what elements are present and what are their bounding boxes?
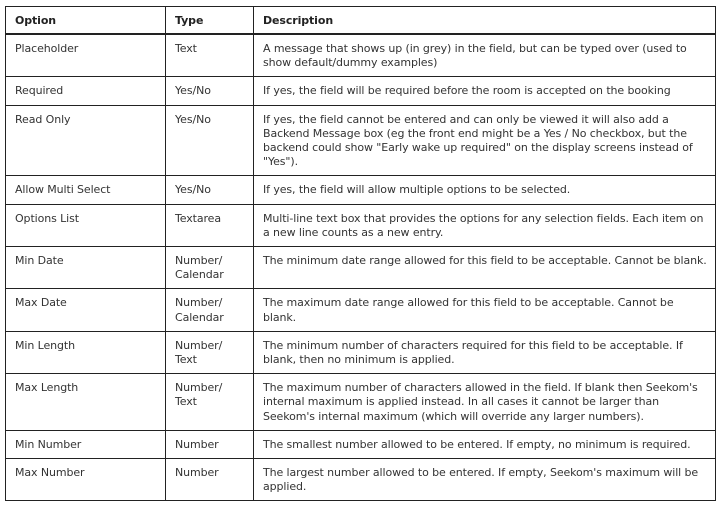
table-row xyxy=(6,289,716,331)
description-cell: The largest number allowed to be entered. If empty, Seekom's maximum will be applied. xyxy=(254,459,716,501)
option-cell: Allow Multi Select xyxy=(6,176,166,204)
option-cell: Max Length xyxy=(6,374,166,431)
option-cell: Max Date xyxy=(6,289,166,331)
option-cell: Options List xyxy=(6,204,166,246)
option-cell: Min Date xyxy=(6,247,166,289)
header-option: Option xyxy=(6,7,166,35)
description-cell: The maximum date range allowed for this field to be acceptable. Cannot be blank. xyxy=(254,289,716,331)
type-cell: Number/ Text xyxy=(166,331,254,373)
description-cell: If yes, the field cannot be entered and can only be viewed it will also add a Backend Message box (eg the front end might be a Yes / No checkbox, but the backend could show "Early wake up required" on the display screens instead of "Yes"). xyxy=(254,105,716,176)
type-cell: Number/ Text xyxy=(166,374,254,431)
description-cell: If yes, the field will allow multiple options to be selected. xyxy=(254,176,716,204)
table-body xyxy=(6,34,716,501)
table-row xyxy=(6,430,716,458)
table-row xyxy=(6,105,716,176)
type-cell: Number xyxy=(166,430,254,458)
table-header-row xyxy=(6,7,716,35)
options-table xyxy=(5,6,716,501)
description-cell: The minimum number of characters required for this field to be acceptable. If blank, then no minimum is applied. xyxy=(254,331,716,373)
description-cell: The smallest number allowed to be entered. If empty, no minimum is required. xyxy=(254,430,716,458)
type-cell: Yes/No xyxy=(166,176,254,204)
type-cell: Number/ Calendar xyxy=(166,289,254,331)
table-row xyxy=(6,77,716,105)
type-cell: Yes/No xyxy=(166,105,254,176)
description-cell: The maximum number of characters allowed in the field. If blank then Seekom's internal maximum is applied instead. In all cases it cannot be larger than Seekom's internal maximum (which will override any larger numbers). xyxy=(254,374,716,431)
description-cell: The minimum date range allowed for this field to be acceptable. Cannot be blank. xyxy=(254,247,716,289)
option-cell: Min Length xyxy=(6,331,166,373)
description-cell: A message that shows up (in grey) in the field, but can be typed over (used to show default/dummy examples) xyxy=(254,34,716,77)
type-cell: Number/ Calendar xyxy=(166,247,254,289)
type-cell: Number xyxy=(166,459,254,501)
table-row xyxy=(6,247,716,289)
header-type: Type xyxy=(166,7,254,35)
type-cell: Text xyxy=(166,34,254,77)
table-row xyxy=(6,374,716,431)
option-cell: Max Number xyxy=(6,459,166,501)
table-row xyxy=(6,176,716,204)
table-row xyxy=(6,331,716,373)
table-row xyxy=(6,459,716,501)
option-cell: Min Number xyxy=(6,430,166,458)
description-cell: Multi-line text box that provides the options for any selection fields. Each item on a new line counts as a new entry. xyxy=(254,204,716,246)
option-cell: Required xyxy=(6,77,166,105)
description-cell: If yes, the field will be required before the room is accepted on the booking xyxy=(254,77,716,105)
type-cell: Yes/No xyxy=(166,77,254,105)
option-cell: Placeholder xyxy=(6,34,166,77)
table-row xyxy=(6,204,716,246)
option-cell: Read Only xyxy=(6,105,166,176)
table-row xyxy=(6,34,716,77)
type-cell: Textarea xyxy=(166,204,254,246)
header-description: Description xyxy=(254,7,716,35)
